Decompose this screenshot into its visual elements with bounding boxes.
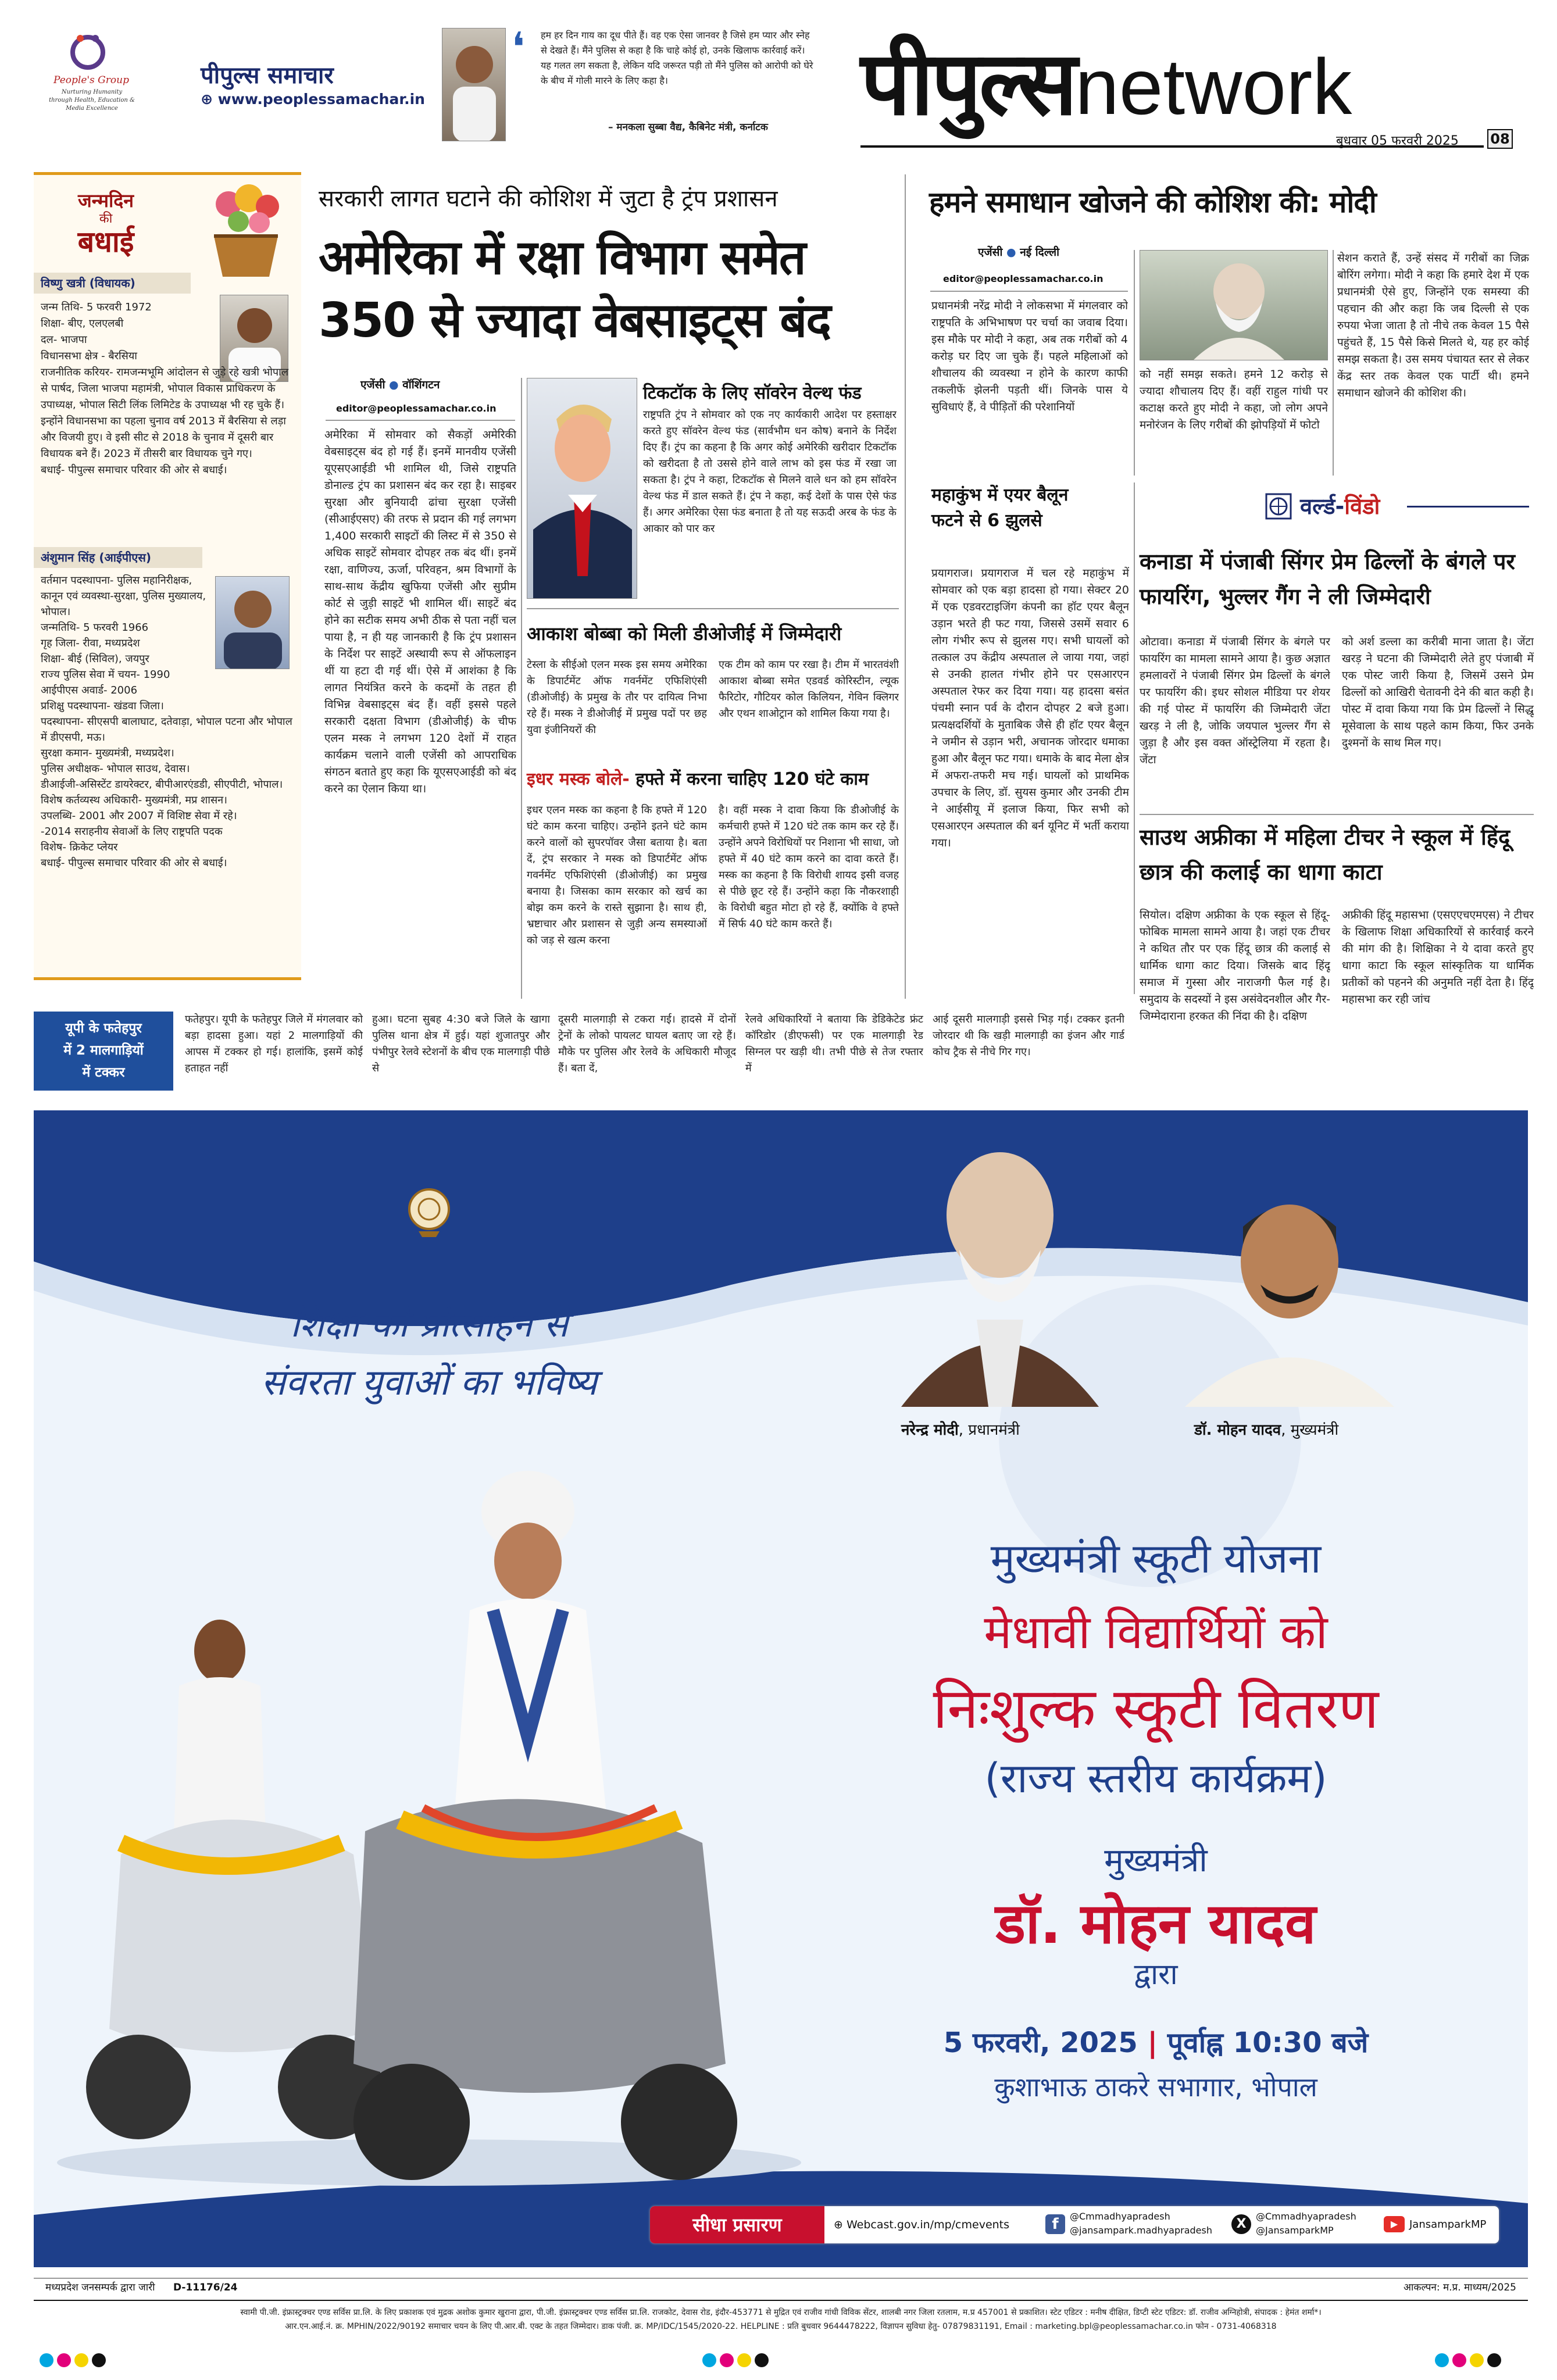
youtube-icon: ▶ <box>1384 2216 1405 2232</box>
person2-line: -2014 सराहनीय सेवाओं के लिए राष्ट्रपति पदक <box>41 826 223 838</box>
birthday-column <box>34 172 301 980</box>
person2-line: विशेष- क्रिकेट प्लेयर <box>41 841 118 853</box>
kumbh-headline-line: फटने से 6 झुलसे <box>931 510 1042 531</box>
by-name: डॉ. मोहन यादव <box>995 1891 1316 1956</box>
ad-agency: आकल्पन: म.प्र. माध्यम/2025 <box>1404 2282 1516 2293</box>
x-handle: @Cmmadhyapradesh <box>1256 2211 1356 2222</box>
world-window-header <box>1140 493 1535 520</box>
section-rule <box>1140 814 1534 815</box>
imprint-line: आर.एन.आई.नं. क्र. MPHIN/2022/90192 समाचार चयन के लिए पी.आर.बी. एक्ट के तहत जिम्मेदार। डाक पंजी. क्र. MP/IDC/1545/2020-22. HELPLINE : प्रति बुधवार 9644478222, विज्ञापन सुविधा हेतु- 07879831191, Email : marketing.bpl@peoplessamachar.co.in फोन - 0731-4068318 <box>285 2322 1277 2331</box>
event-date: 5 फरवरी, 2025 <box>943 2027 1138 2059</box>
scheme-title: मुख्यमंत्री स्कूटी योजना <box>990 1535 1322 1582</box>
sa-headline: साउथ अफ्रीका में महिला टीचर ने स्कूल में हिंदू छात्र की कलाई का धागा काटा <box>1140 824 1510 885</box>
person2-bio <box>41 573 295 974</box>
sa-col1: सियोल। दक्षिण अफ्रीका के एक स्कूल से हिंदू-फोबिक मामला सामने आया है। जहां एक टीचर ने कथित तौर पर एक हिंदू छात्र की कलाई से धार्मिक धागा काट दिया। जिसके बाद हिंदू समाज में गुस्सा और नाराजगी फैल गई है। समुदाय के सदस्यों ने इस असंवेदनशील और गैर-जिम्मेदाराना हरकत की निंदा की है। दक्षिण <box>1140 909 1330 1023</box>
canada-col1: ओटावा। कनाडा में पंजाबी सिंगर के बंगले पर फायरिंग का मामला सामने आया है। कुछ अज्ञात हमलावरों ने पंजाबी सिंगर प्रेम ढिल्लों के बंगले पर फायरिंग की। इधर सोशल मीडिया पर शेयर की गई पोस्ट में फायरिंग की जिम्मेदारी जेंटा खरड़ ने ली है, जोकि जयपाल भुल्लर गैंग से जुड़ा है और इस वक्त ऑस्ट्रेलिया में रहता है। जेंटा <box>1140 635 1330 766</box>
musk-body-col1: इधर एलन मस्क का कहना है कि हफ्ते में 120 घंटे काम करना चाहिए। उन्होंने इतने घंटे काम करने वालों को सुपरपॉवर जैसा बताया है। बता दें, ट्रंप सरकार ने मस्क को डिपार्टमेंट ऑफ गवर्नमेंट एफिशिएंसी (डीओजीई) का प्रमुख बनाया है। जिसका काम सरकार को खर्च का बोझ कम करने के रास्ते सुझाना है। साथ ही, भ्रष्टाचार और प्रशासन से जुड़ी अन्य समस्याओं को जड़ से खत्म करना <box>527 804 707 946</box>
birthday-title-bottom: बधाई <box>77 225 134 259</box>
person2-line: आईपीएस अवार्ड- 2006 <box>41 684 138 696</box>
aakash-body-col2: एक टीम को काम पर रखा है। टीम में भारतवंशी आकाश बोब्बा समेत एडवर्ड कोरिस्टीन, ल्यूक फैरिटोर, गौटियर कोल किलियन, गेविन क्लिगर और एथन शाओट्रान को शामिल किया गया है। <box>719 659 899 720</box>
column-divider <box>1333 250 1334 476</box>
quote-mark-icon: ❛ <box>512 23 525 71</box>
modi-rule <box>930 291 1128 292</box>
paper-name: पीपुल्स समाचार <box>201 62 334 89</box>
by-suffix: द्वारा <box>1134 1957 1178 1991</box>
fatehpur-label <box>34 1012 173 1091</box>
sa-col2: अफ्रीकी हिंदू महासभा (एसएएचएमएस) ने टीचर के खिलाफ शिक्षा अधिकारियों से कार्रवाई करने की मांग की है। शिक्षिका ने ये दावा करते हुए धागा काटा कि स्कूल सांस्कृतिक या धार्मिक प्रतीकों को पहनने की अनुमति नहीं देता है। हिंदू महासभा कर रही जांच <box>1342 909 1534 1006</box>
person1-line: राजनीतिक करियर- रामजन्मभूमि आंदोलन से जुड़े रहे खत्री भोपाल से पार्षद, जिला भाजपा महामंत्री, भोपाल विकास प्राधिकरण के उपाध्यक्ष, भोपाल सिटी लिंक लिमिटेड के उपाध्यक्ष भी रह चुके हैं। इन्होंने विधानसभा का पहला चुनाव वर्ष 2013 में बैरसिया से लड़ा और विजयी हुए। वे इसी सीट से 2018 के चुनाव में दूसरी बार विधायक बने हैं। 2023 में तीसरी बार विधायक चुने गए। <box>41 366 289 460</box>
quote-text: हम हर दिन गाय का दूध पीते हैं। वह एक ऐसा जानवर है जिसे हम प्यार और स्नेह से देखते हैं। मैंने पुलिस से कहा है कि चाहे कोई हो, उनके खिलाफ कार्रवाई करें। यह गलत लग सकता है, लेकिन यदि जरूरत पड़ी तो मैंने पुलिस को आरोपी को घेरे के बीच में गोली मारने के लिए कहा है। <box>541 30 813 86</box>
kumbh-headline <box>931 483 1129 534</box>
webcast-link[interactable] <box>834 2206 1009 2243</box>
webcast-text: Webcast.gov.in/mp/cmevents <box>846 2218 1010 2231</box>
musk-subhead <box>527 766 899 790</box>
world-label-2: विंडो <box>1344 494 1380 519</box>
peoples-group-logo <box>67 30 108 71</box>
mp-govt-emblem-icon <box>406 1186 452 1238</box>
column-divider <box>1134 250 1135 476</box>
us-rule <box>326 420 515 421</box>
column-divider <box>521 378 522 999</box>
ad-code: D-11176/24 <box>173 2282 238 2293</box>
person2-line: गृह जिला- रीवा, मध्यप्रदेश <box>41 637 140 649</box>
fatehpur-col3: दूसरी मालगाड़ी से टकरा गई। हादसे में दोनों ट्रेनों के लोको पायलट घायल बताए जा रहे हैं। मौके पर पुलिस और रेलवे के अधिकारी मौजूद हैं। बता दें, <box>558 1013 736 1074</box>
person2-line: उपलब्धि- 2001 और 2007 में विशिष्ट सेवा में रहे। <box>41 810 237 822</box>
live-label-2: प्रसारण <box>733 2214 782 2236</box>
girl-scooter <box>353 1471 737 2180</box>
gift-basket-icon <box>202 181 290 280</box>
person1-line: दल- भाजपा <box>41 334 87 346</box>
event-time: पूर्वाह्न 10:30 बजे <box>1167 2027 1369 2059</box>
masthead-hindi: पीपुल्स <box>860 32 1076 135</box>
modi-col3: सेशन कराते हैं, उन्हें संसद में गरीबों का जिक्र बोरिंग लगेगा। मोदी ने कहा कि हमारे देश में एक प्रधानमंत्री ऐसे हुए, जिन्होंने एक समस्या की पहचान की और कहा कि जब दिल्ली से एक रुपया भेजा जाता है तो नीचे तक केवल 15 पैसे पहुंचते हैं, 15 पैसे किसे मिलते थे, यह हर कोई समझ सकता है। उस समय पंचायत स्तर से लेकर केंद्र स्तर तक केवल एक पार्टी थी। हमने समाधान खोजने की कोशिश की। <box>1337 252 1529 399</box>
person-silhouette-icon <box>1173 1163 1406 1407</box>
place-label: नई दिल्ली <box>1020 246 1060 259</box>
issue-date: बुधवार 05 फरवरी 2025 <box>1336 134 1459 148</box>
kumbh-headline-line: महाकुंभ में एयर बैलून <box>931 485 1069 505</box>
youtube-handle: JansamparkMP <box>1409 2218 1487 2231</box>
cm-photo <box>1173 1163 1406 1407</box>
person2-line: वर्तमान पदस्थापना- पुलिस महानिरीक्षक, कानून एवं व्यवस्था-सुरक्षा, पुलिस मुख्यालय, भोपाल। <box>41 574 206 618</box>
person-silhouette-icon <box>878 1128 1122 1407</box>
live-badge <box>650 2206 824 2243</box>
column-divider <box>1134 483 1135 994</box>
modi-photo <box>1140 250 1328 360</box>
cm-caption <box>1194 1418 1338 1439</box>
musk-subhead-black: हफ्ते में करना चाहिए 120 घंटे काम <box>629 769 869 789</box>
world-rule-right <box>1407 506 1529 508</box>
ad-slogan-line: शिक्षा को प्रोत्साहन से <box>290 1303 568 1345</box>
peoples-group-tagline: Nurturing Humanity through Health, Education & Media Excellence <box>49 89 135 112</box>
pm-photo <box>878 1128 1122 1407</box>
us-headline-line: अमेरिका में रक्षा विभाग समेत <box>319 230 805 285</box>
us-headline-line: 350 से ज्यादा वेबसाइट्स बंद <box>319 293 830 348</box>
scheme-line-3: (राज्य स्तरीय कार्यक्रम) <box>984 1754 1327 1802</box>
us-body: अमेरिका में सोमवार को सैकड़ों अमेरिकी वेबसाइट्स बंद हो गई हैं। इनमें मानवीय एजेंसी यूएसएआईडी भी शामिल थी, जिसे राष्ट्रपति डोनाल्ड ट्रंप का प्रशासन बंद कर रहा है। साइबर सुरक्षा और बुनियादी ढांचा सुरक्षा एजेंसी (सीआईएसए) की तरफ से प्रदान की गई लगभग 1,400 सरकारी साइटों की लिस्ट में से 350 से अधिक साइटें सोमवार दोपहर तक बंद थीं। इनमें रक्षा, वाणिज्य, ऊर्जा, परिवहन, श्रम विभागों के साथ-साथ केंद्रीय खुफिया एजेंसी और सुप्रीम कोर्ट से जुड़ी साइटें भी शामिल थीं। साइटें बंद होने का सटीक समय अभी ठीक से पता नहीं चल पाया है, न ही यह जानकारी है कि ट्रंप प्रशासन के निर्देश पर साइटें अस्थायी रूप से ऑफलाइन थीं या हटा दी गई थीं। ऐसे में आशंका है कि लागत नियंत्रित करने के कदमों के तहत ही विभिन्न वेबसाइट्स बंद हैं। वहीं इससे पहले सरकारी दक्षता विभाग (डीओजीई) के चीफ एलन मस्क ने लगभग 120 देशों में राहत कार्यक्रम चलाने वाली एजेंसी को आपराधिक संगठन बताते हुए कहा कि यूएसएआईडी को बंद करने का ऐलान किया था। <box>324 428 516 795</box>
fatehpur-label-line: यूपी के फतेहपुर <box>65 1021 142 1036</box>
ad-issuer: मध्यप्रदेश जनसम्पर्क द्वारा जारी <box>45 2282 155 2293</box>
globe-icon: ⊕ <box>201 91 218 108</box>
person1-line: जन्म तिथि- 5 फरवरी 1972 <box>41 301 152 313</box>
modi-email[interactable]: editor@peoplessamachar.co.in <box>943 273 1104 284</box>
peoples-group-name: People's Group <box>53 74 129 86</box>
tiktok-subhead: टिकटॉक के लिए सॉवरेन वेल्थ फंड <box>643 383 862 403</box>
person2-line: विशेष कर्तव्यस्थ अधिकारी- मुख्यमंत्री, मप्र शासन। <box>41 794 227 806</box>
website-text: www.peoplessamachar.in <box>217 91 425 108</box>
world-window-label <box>1300 493 1380 520</box>
masthead <box>860 20 1352 136</box>
person1-line: बधाई- पीपुल्स समाचार परिवार की ओर से बधाई। <box>41 464 227 476</box>
cm-title: , मुख्यमंत्री <box>1281 1421 1339 1439</box>
person2-line: प्रशिक्षु पदस्थापना- खंडवा जिला। <box>41 700 164 712</box>
globe-icon: ⊕ <box>834 2218 847 2231</box>
us-email[interactable]: editor@peoplessamachar.co.in <box>336 403 497 414</box>
person2-line: पुलिस अधीक्षक- भोपाल साउथ, देवास। <box>41 763 190 775</box>
fatehpur-col2: हुआ। घटना सुबह 4:30 बजे जिले के खागा पुलिस थाना क्षेत्र में हुई। यहां शुजातपुर और पंभीपुर रेलवे स्टेशनों के बीच एक मालगाड़ी पीछे से <box>372 1013 550 1074</box>
youtube-link[interactable] <box>1384 2206 1486 2243</box>
peoples-group-logo-icon <box>67 30 108 71</box>
ad-footer-strip <box>34 2278 1528 2295</box>
ad-slogan-line: संवरता युवाओं का भविष्य <box>261 1361 597 1403</box>
quote-author: – मनकला सुब्बा वैद्य, कैबिनेट मंत्री, कर्नाटक <box>608 121 768 133</box>
musk-subhead-red: इधर मस्क बोले- <box>527 769 630 789</box>
canada-col2: को अर्श डल्ला का करीबी माना जाता है। जेंटा खरड़ ने घटना की जिम्मेदारी लेते हुए पंजाबी में एक पोस्ट जारी किया है, जिसमें उसने प्रेम ढिल्लों को आखिरी चेतावनी देने की बात कही है। पोस्ट में दावा किया गया कि प्रेम ढिल्लों ने सिद्धू मूसेवाला के साथ पहले काम किया, फिर उनके दुश्मनों के साथ मिल गए। <box>1342 635 1534 749</box>
world-label-1: वर्ल्ड- <box>1300 494 1345 519</box>
scheme-line-1: मेधावी विद्यार्थियों को <box>984 1605 1328 1659</box>
imprint-line: स्वामी पी.जी. इंफ्रास्ट्रक्चर एण्ड सर्विस प्रा.लि. के लिए प्रकाशक एवं मुद्रक अशोक कुमार खुराना द्वारा, पी.जी. इंफ्रास्ट्रक्चर एण्ड सर्विस प्रा.लि. राजकोट, देवास रोड, इंदौर-453771 से मुद्रित एवं राजीव गांधी विविक सेंटर, शालबी नगर जिला रतलाम, म.प्र 457001 से प्रकाशित। स्टेट एडिटर : मनीष दीक्षित, डिप्टी स्टेट एडिटर: डॉ. राजीव अग्निहोत्री, संपादक : हेमंत शर्मा*। <box>240 2308 1322 2317</box>
by-title: मुख्यमंत्री <box>1104 1842 1208 1879</box>
live-stream-bar <box>650 2206 1499 2243</box>
website-link[interactable] <box>201 91 425 108</box>
students-scooter-image <box>51 1436 807 2192</box>
cm-name: डॉ. मोहन यादव <box>1194 1421 1281 1439</box>
person2-line: सुरक्षा कमान- मुख्यमंत्री, मध्यप्रदेश। <box>41 747 174 759</box>
pm-title: , प्रधानमंत्री <box>958 1421 1020 1439</box>
facebook-handle: @jansampark.madhyapradesh <box>1070 2225 1212 2236</box>
scheme-line-2: निःशुल्क स्कूटी वितरण <box>933 1676 1379 1741</box>
globe-icon <box>1265 493 1292 520</box>
person-silhouette-icon <box>442 28 506 141</box>
kumbh-body: प्रयागराज। प्रयागराज में चल रहे महाकुंभ में सोमवार को एक बड़ा हादसा हो गया। सेक्टर 20 में एक एडवरटाइजिंग कंपनी का हॉट एयर बैलून उड़ान भरते ही फट गया, जिससे उसमें सवार 6 लोग गंभीर रूप से झुलस गए। सभी घायलों को तत्काल उप केंद्रीय अस्पताल ले जाया गया, जहां से उनकी हालत गंभीर होने पर एसआरएन अस्पताल रेफर कर दिया गया। यह हादसा बसंत पंचमी स्नान पर्व के दौरान दोपहर 2 बजे हुआ। प्रत्यक्षदर्शियों के मुताबिक जैसे ही हॉट एयर बैलून ने जमीन से उड़ान भरी, अचानक जोरदार धमाका हुआ और बैलून फट गया। धमाके के बाद मेला क्षेत्र में अफरा-तफरी मच गई। घायलों को प्राथमिक उपचार के लिए, डॉ. सुयस कुमार और उनकी टीम ने आईसीयू में इलाज किया, फिर सभी को एसआरएन अस्पताल की बर्न यूनिट में भर्ती कराया गया। <box>931 567 1129 849</box>
person2-line: पदस्थापना- सीएसपी बालाघाट, दतेवाड़ा, भोपाल पटना और भोपाल में डीएसपी, मऊ। <box>41 716 292 744</box>
column-divider <box>905 174 906 999</box>
birthday-title-mid: की <box>99 212 113 226</box>
header-bar <box>0 0 1557 157</box>
event-venue: कुशाभाऊ ठाकरे सभागार, भोपाल <box>994 2071 1317 2103</box>
us-story-kicker: सरकारी लागत घटाने की कोशिश में जुटा है ट्रंप प्रशासन <box>319 185 778 212</box>
birthday-title-top: जन्मदिन <box>77 190 134 212</box>
tiktok-body: राष्ट्रपति ट्रंप ने सोमवार को एक नए कार्यकारी आदेश पर हस्ताक्षर करते हुए सॉवरेन वेल्थ फंड (सार्वभौम धन कोष) बनाने के निर्देश दिए हैं। ट्रंप का कहना है कि अगर कोई अमेरिकी खरीदार टिकटॉक को खरीदता है तो उससे होने वाले लाभ को इस फंड में रखा जा सकता है। ट्रंप ने कहा, टिकटॉक से मिलने वाले धन को हम सॉवरेन वेल्थ फंड में डाल सकते हैं। ट्रंप ने कहा, कई देशों के पास ऐसे फंड हैं। अगर अमेरिका ऐसा फंड बनाता है तो यह सऊदी अरब के फंड के आकार को पार कर <box>643 409 897 535</box>
person-silhouette-icon <box>1140 251 1328 360</box>
birthday-title <box>48 188 164 258</box>
x-icon: X <box>1231 2214 1251 2234</box>
facebook-icon: f <box>1045 2214 1065 2234</box>
fatehpur-col5: आई दूसरी मालगाड़ी इससे भिड़ गई। टक्कर इतनी जोरदार थी कि खड़ी मालगाड़ी का इंजन और गार्ड कोच ट्रैक से नीचे गिर गए। <box>933 1013 1124 1058</box>
scooty-ad <box>34 1110 1528 2267</box>
person1-line: शिक्षा- बीए, एलएलबी <box>41 317 124 330</box>
person2-line: जन्मतिथि- 5 फरवरी 1966 <box>41 621 149 634</box>
ad-slogan <box>167 1295 691 1411</box>
fatehpur-col4: रेलवे अधिकारियों ने बताया कि डेडिकेटेड फ्रंट कॉरिडोर (डीएफसी) पर एक मालगाड़ी रेड सिग्नल पर खड़ी थी। तभी पीछे से तेज रफ्तार में <box>745 1013 923 1074</box>
aakash-subhead: आकाश बोब्बा को मिली डीओजीई में जिम्मेदारी <box>527 623 842 645</box>
person1-line: विधानसभा क्षेत्र - बैरसिया <box>41 350 137 362</box>
page-number: 08 <box>1487 129 1513 149</box>
modi-headline: हमने समाधान खोजने की कोशिश की: मोदी <box>929 185 1376 219</box>
pm-caption <box>901 1418 1020 1439</box>
place-label: वॉशिंगटन <box>402 378 440 391</box>
fatehpur-col1: फतेहपुर। यूपी के फतेहपुर जिले में मंगलवार को बड़ा हादसा हुआ। यहां 2 मालगाड़ियों की आपस में टक्कर हो गई। हालांकि, इसमें कोई हताहत नहीं <box>185 1013 363 1074</box>
modi-col2: को नहीं समझ सकते। हमने 12 करोड़ से ज्यादा शौचालय दिए हैं। वहीं राहुल गांधी पर कटाक्ष करते हुए मोदी ने कहा, जो लोग अपने मनोरंजन के लिए गरीबों की झोपड़ियों में फोटो <box>1140 368 1328 431</box>
masthead-english: network <box>1075 42 1352 131</box>
person2-line: डीआईजी-असिस्टेंट डायरेक्टर, बीपीआरएंडडी, सीएपीटी, भोपाल। <box>41 778 283 791</box>
trump-photo <box>527 378 637 599</box>
agency-label: एजेंसी <box>978 246 1003 259</box>
musk-body-col2: है। वहीं मस्क ने दावा किया कि डीओजीई के कर्मचारी हफ्ते में 120 घंटे तक काम कर रहे हैं। उन्होंने अपने विरोधियों पर निशाना भी साधा, जो हफ्ते में 40 घंटे काम करने का दावा करते हैं। मस्क का कहना है कि विरोधी शायद इसी वजह से पीछे छूट रहे हैं। उन्होंने कहा कि नौकरशाही के विरोधी बहुत मोटा हो रहे हैं, क्योंकि वे हफ्ते में सिर्फ 40 घंटे काम करते हैं। <box>719 804 899 930</box>
us-story-headline <box>319 227 900 352</box>
live-label-1: सीधा <box>692 2214 727 2236</box>
x-link[interactable] <box>1231 2210 1356 2240</box>
facebook-link[interactable] <box>1045 2210 1212 2240</box>
fatehpur-label-line: में टक्कर <box>82 1065 125 1080</box>
boy-scooter <box>86 1620 383 2139</box>
person2-line: राज्य पुलिस सेवा में चयन- 1990 <box>41 669 170 681</box>
imprint <box>34 2300 1528 2333</box>
color-registration-marks <box>0 2349 1557 2372</box>
pm-name: नरेन्द्र मोदी <box>901 1421 959 1439</box>
us-byline: एजेंसी ● वॉशिंगटन <box>360 378 440 391</box>
fatehpur-label-line: में 2 मालगाड़ियों <box>63 1043 144 1058</box>
facebook-handle: @Cmmadhyapradesh <box>1070 2211 1170 2222</box>
section-rule <box>527 608 899 609</box>
canada-headline: कनाडा में पंजाबी सिंगर प्रेम ढिल्लों के बंगले पर फायरिंग, भुल्लर गैंग ने ली जिम्मेदारी <box>1140 549 1515 609</box>
event-datetime: 5 फरवरी, 2025 | पूर्वाह्न 10:30 बजे <box>943 2027 1369 2059</box>
aakash-body-col1: टेस्ला के सीईओ एलन मस्क इस समय अमेरिका के डिपार्टमेंट ऑफ गवर्नमेंट एफिशिएंसी (डीओजीई) के प्रमुख के तौर पर दायित्व निभा रहे हैं। मस्क ने डीओजीई में प्रमुख पदों पर छह युवा इंजीनियरों की <box>527 659 707 736</box>
quote-author-photo <box>442 28 506 141</box>
modi-col1: प्रधानमंत्री नरेंद्र मोदी ने लोकसभा में मंगलवार को राष्ट्रपति के अभिभाषण पर चर्चा का जवाब दिया। इस मौके पर मोदी ने कहा, अब तक गरीबों को 4 करोड़ घर दिए जा चुके हैं। पहले महिलाओं को शौचालय की व्यवस्था न होने के कारण काफी तकलीफें झेलनी पड़ती थीं। जिनके पास ये सुविधाएं हैं, वे पीड़ितों की परेशानियों <box>931 299 1128 413</box>
x-handle: @JansamparkMP <box>1256 2225 1334 2236</box>
modi-byline: एजेंसी ● नई दिल्ली <box>978 246 1060 259</box>
person2-line: शिक्षा- बीई (सिविल), जयपुर <box>41 653 149 665</box>
agency-label: एजेंसी <box>360 378 385 391</box>
person2-line: बधाई- पीपुल्स समाचार परिवार की ओर से बधाई। <box>41 857 227 869</box>
person2-name-bar: अंशुमान सिंह (आईपीएस) <box>34 547 202 568</box>
person-silhouette-icon <box>527 378 637 599</box>
person1-name-bar: विष्णु खत्री (विधायक) <box>34 273 191 294</box>
